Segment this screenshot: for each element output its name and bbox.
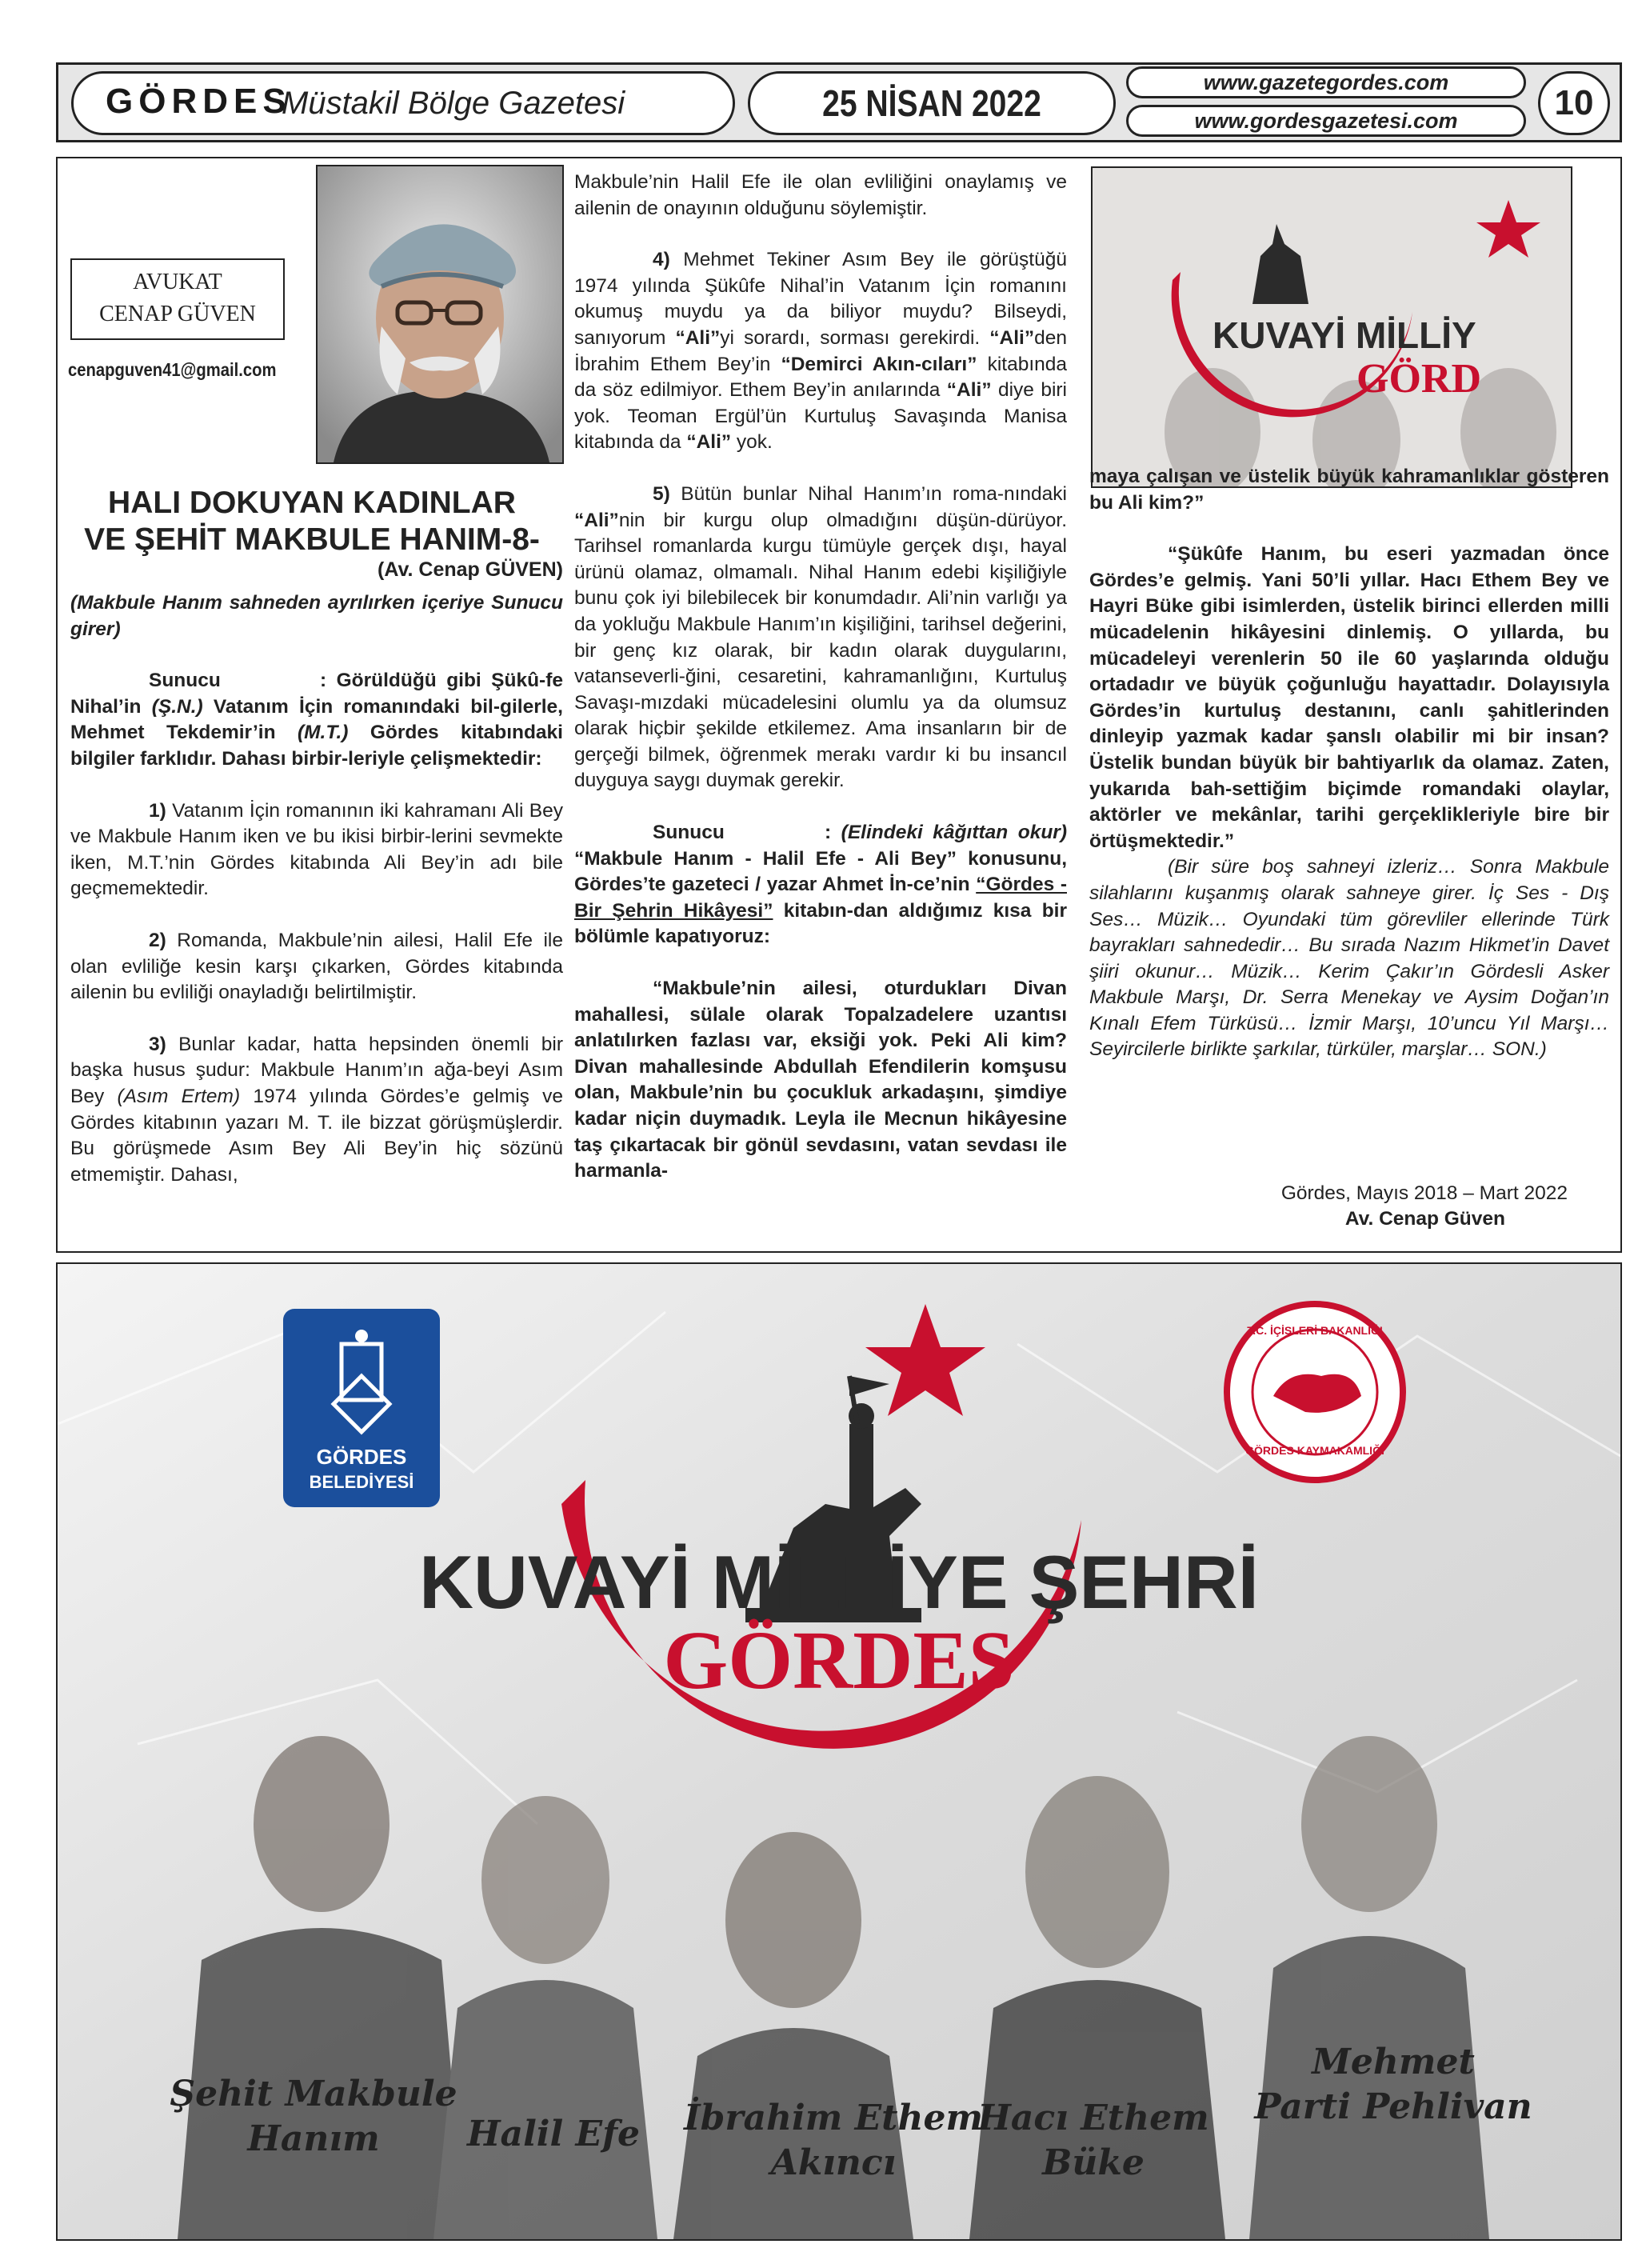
article-column-2 (574, 170, 1067, 1185)
masthead (56, 62, 1622, 142)
website-link-2[interactable] (1126, 105, 1526, 137)
issue-date-pill (748, 71, 1116, 135)
gordes-kaymakamligi-seal (1227, 1304, 1403, 1480)
author-photo (316, 165, 564, 464)
article-column-1 (70, 590, 563, 1188)
author-email[interactable]: cenapguven41@gmail.com (68, 359, 277, 380)
article-byline: (Av. Cenap GÜVEN) (378, 558, 563, 581)
caption-makbule: Şehit Makbule Hanım (170, 2074, 457, 2159)
paragraph: Sunucu : (Elindeki kâğıttan okur) “Makbule Hanım - Halil Efe - Ali Bey” konusunu, Gördes’te gazeteci / yazar Ahmet İn-ce’nin “Gördes - Bir Şehrin Hikâyesi” kitabın-dan aldığımız kısa bir bölümle kapatıyoruz: (574, 822, 1067, 948)
caption-halil: Halil Efe (466, 2114, 640, 2154)
paragraph: Sunucu : Görüldüğü gibi Şükû-fe Nihal’in (Ş.N.) Vatanım İçin romanındaki bil-gilerle, Mehmet Tekdemir’in (M.T.) Gördes kitabındaki bilgiler farklıdır. Dahası birbir-leriyle çelişmektedir: (70, 670, 563, 770)
quotation: “Şükûfe Hanım, bu eseri yazmadan önce Gördes’e gelmiş. Yani 50’li yıllar. Hacı Ethem Bey ve Hayri Büke gibi isimlerden, üstelik birinci ellerden milli mücadelenin hikâyesini dinlemiş. O yıllarda, bu mücadeleyi verenlerin 50 ile 60 yaşlarında olduğu ortadadır ve büyük çoğunluğu hayattadır. Dolayısıyla Gördes’in kurtuluş destanını, canlı şahitlerinden dinleyip yazmak kadar şanslı olabilir mi bir insan? Üstelik bundan büyük bir bahtiyarlık da olamaz. Zaten, yukarıda bah-settiğim biçimde romandaki olaylar, aktörler ve mekânlar, tarihi gerçeklikleriyle bire bir örtüşmektedir.” (1089, 543, 1609, 852)
author-title: AVUKAT (133, 270, 222, 294)
kuvayi-milliye-poster (56, 1262, 1622, 2241)
paragraph: 4) Mehmet Tekiner Asım Bey ile görüştüğü 1974 yılında Şükûfe Nihal’in Vatanım İçin romanını okumuş muydu ya da biliyor muydu? Bilseydi, sanıyorum “Ali”yi sorardı, sorması gerekirdi. “Ali”den İbrahim Ethem Bey’in “Demirci Akın-cıları” kitabında da söz edilmiyor. Ethem Bey’in anılarında “Ali” diye biri yok. Teoman Ergül’ün Kurtuluş Savaşında Manisa kitabında da “Ali” yok. (574, 249, 1067, 454)
caption-mehmet: Mehmet Parti Pehlivan (1254, 2042, 1532, 2127)
caption-haci: Hacı Ethem Büke (977, 2098, 1209, 2183)
thumbnail-subtitle: GÖRD (1356, 356, 1481, 402)
headline-line-2: VE ŞEHİT MAKBULE HANIM-8- (84, 522, 540, 557)
thumbnail-title: KUVAYİ MİLLİY (1213, 314, 1476, 356)
paragraph: 1) Vatanım İçin romanının iki kahramanı Ali Bey ve Makbule Hanım iken ve bu ikisi birbir-lerini sevmekte iken, M.T.’nin Gördes kitabında Ali Bey’in adı bile geçmemektedir. (70, 799, 563, 900)
stage-direction: (Makbule Hanım sahneden ayrılırken içeriye Sunucu girer) (70, 592, 563, 640)
caption-ibrahim: İbrahim Ethem Akıncı (683, 2098, 984, 2183)
quotation: “Makbule’nin ailesi, oturdukları Divan mahallesi, sülale olarak Topalzadelere uzantısı anlatılırken fazlası var, eksiği yok. Peki Ali kim? Divan mahallesinde Abdullah Efendilerin komşusu olan, Makbule’nin bu çocukluk arkadaşını, şimdiye kadar niçin duymadık. Leyla ile Mecnun hikâyesine taş çıkartacak bir gönül sevdasını, vatan sevdası ile harmanla- (574, 978, 1067, 1182)
website-url-2: www.gordesgazetesi.com (1194, 109, 1458, 133)
signature: Av. Cenap Güven (1344, 1208, 1505, 1230)
paragraph: maya çalışan ve üstelik büyük kahramanlıklar gösteren bu Ali kim?” (1089, 466, 1609, 514)
gordes-belediyesi-logo (283, 1309, 440, 1507)
article-headline (64, 485, 560, 558)
issue-date: 25 NİSAN 2022 (822, 82, 1041, 124)
paragraph: 3) Bunlar kadar, hatta hepsinden önemli bir başka husus şudur: Makbule Hanım’ın ağa-beyi Asım Bey (Asım Ertem) 1974 yılında Gördes’e gelmiş ve Gördes kitabının yazarı M. T. ile bizzat görüşmüşlerdir. Bu görüşmede Asım Bey Ali Bey’in hiç sözünü etmemiştir. Dahası, (70, 1033, 563, 1186)
poster-title: KUVAYİ MİLLİYE ŞEHRİ (419, 1540, 1259, 1624)
headline-line-1: HALI DOKUYAN KADINLAR (108, 486, 516, 520)
article-column-3 (1089, 464, 1609, 1063)
author-box (70, 258, 285, 340)
website-link-1[interactable] (1126, 66, 1526, 98)
seal-text-top: T.C. İÇİŞLERİ BAKANLIĞI (1247, 1324, 1383, 1337)
stage-direction: (Bir süre boş sahneyi izleriz… Sonra Makbule silahlarını kuşanmış olarak sahneye girer. İç Ses - Dış Ses… Müzik… Oyundaki tüm görevliler ellerinde Türk bayrakları sahnededir… Bu sırada Nazım Hikmet’in Davet şiiri okunur… Müzik… Kerim Çakır’ın Gördesli Asker Makbule Marşı, Dr. Serra Menekay ve Aysim Doğan’ın Kınalı Efem Türküsü… İzmir Marşı, 10’uncu Yıl Marşı… Seyircilerle birlikte şarkılar, türküler, marşlar… SON.) (1089, 856, 1609, 1061)
newspaper-subtitle: Müstakil Bölge Gazetesi (282, 86, 625, 121)
kuvayi-milliye-thumbnail (1091, 166, 1572, 488)
page-number: 10 (1554, 83, 1594, 122)
paragraph: 2) Romanda, Makbule’nin ailesi, Halil Efe ile olan evliliğe kesin karşı çıkarken, Gördes kitabında ailenin bu evliliği onayladığı belirtilmiştir. (70, 929, 563, 1004)
website-url-1: www.gazetegordes.com (1203, 70, 1449, 94)
page-number-pill (1538, 71, 1610, 135)
poster-subtitle: GÖRDES (663, 1614, 1015, 1706)
logo-text-2: BELEDİYESİ (309, 1472, 414, 1492)
paragraph: 5) Bütün bunlar Nihal Hanım’ın roma-nındaki “Ali”nin bir kurgu olup olmadığını düşün-dürüyor. Tarihsel romanlarda kurgu tümüyle gerçek dışı, hayal ürünü olamaz, olmamalı. Nihal Hanım edebi kişiliğiyle bunu çok iyi bilebilecek bir konumdadır. Ali’nin varlığı ya da yokluğu Makbule Hanım’ın kişiliğini, tarihsel değerini, bir genç kız olarak, bir kadın olarak duygularını, vatanseverli-ğini, cesaretini, kahramanlığını, Kurtuluş Savaşı-mızdaki mücadelesini olumlu ya da olumsuz olarak hiçbir şekilde etkilemez. Ama insanların bir de gerçeği bilmek, öğrenmek merakı vardır ki bu insancıl duyguya saygı duymak gerekir. (574, 482, 1067, 792)
author-name: CENAP GÜVEN (99, 302, 256, 326)
place-date: Gördes, Mayıs 2018 – Mart 2022 (1280, 1182, 1568, 1204)
logo-text-1: GÖRDES (316, 1445, 407, 1469)
seal-text-bottom: GÖRDES KAYMAKAMLIĞI (1245, 1444, 1384, 1457)
paragraph: Makbule’nin Halil Efe ile olan evliliğini onaylamış ve ailenin de onayının olduğunu söylemiştir. (574, 171, 1067, 219)
masthead-brand-pill (71, 71, 735, 135)
newspaper-name: GÖRDES (106, 82, 292, 121)
